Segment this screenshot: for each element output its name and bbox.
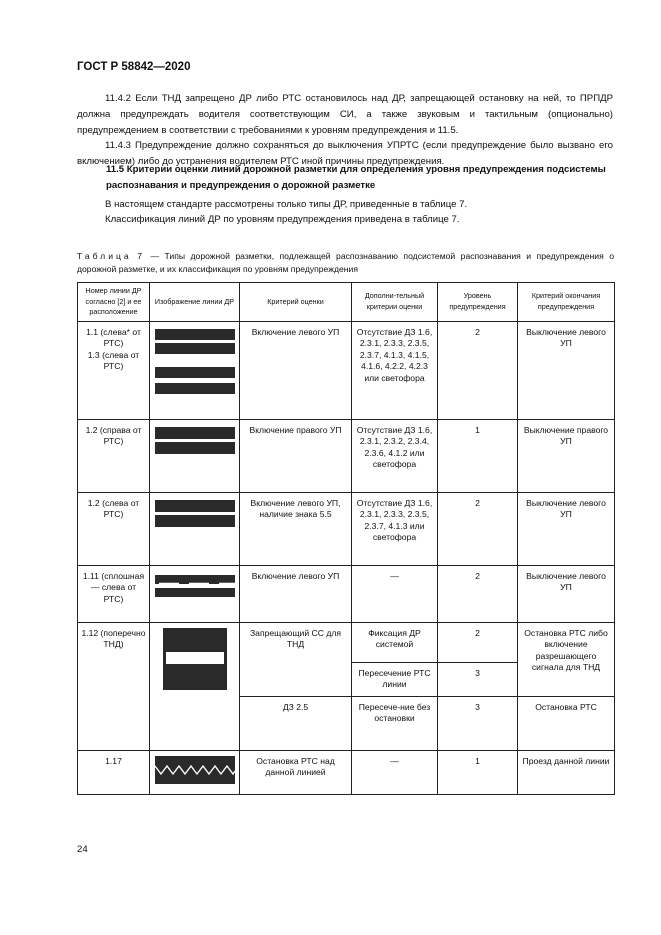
cell-end: Выключение правого УП (518, 419, 615, 492)
cell-image (150, 492, 240, 565)
cell-line: 1.17 (78, 750, 150, 794)
section-title: 11.5 Критерии оценки линий дорожной разметки для определения уровня предупреждения подсистемы распознавания и предупреждения о дорожной разметке (106, 164, 606, 191)
header-warning-level: Уровень предупреждения (438, 283, 518, 322)
header-extra-criterion: Дополни-тельный критерии оценки (352, 283, 438, 322)
marking-image-1-12 (163, 628, 227, 690)
table-row (78, 492, 615, 565)
table-row (78, 419, 615, 492)
marking-image-1-11 (155, 571, 235, 599)
paragraph-11-4-3: 11.4.3 Предупреждение должно сохраняться до выключения УПРТС (если предупреждение было вызвано его включением) либо до устранения водителем РТС иной причины предупреждения. (77, 140, 613, 167)
cell-image (150, 321, 240, 419)
cell-line: 1.11 (сплошная — слева от РТС) (78, 565, 150, 622)
road-marking-table (77, 282, 615, 795)
cell-criterion: Запрещающий СС для ТНД (240, 622, 352, 696)
header-end-criterion: Критерий окончания предупреждения (518, 283, 615, 322)
cell-extra: Отсутствие ДЗ 1.6, 2.3.1, 2.3.2, 2.3.4, 2.3.6, 4.1.2 или светофора (352, 419, 438, 492)
cell-level: 1 (438, 419, 518, 492)
marking-image-1-17 (155, 756, 235, 784)
cell-image (150, 419, 240, 492)
cell-end: Проезд данной линии (518, 750, 615, 794)
cell-extra: Отсутствие ДЗ 1.6, 2.3.1, 2.3.3, 2.3.5, 2.3.7, 4.1.3 или светофора (352, 492, 438, 565)
cell-level: 3 (438, 696, 518, 750)
cell-extra: — (352, 750, 438, 794)
table-header-row (78, 283, 615, 322)
cell-criterion: Включение левого УП (240, 565, 352, 622)
table-row (78, 565, 615, 622)
cell-line: 1.12 (поперечно ТНД) (78, 622, 150, 750)
paragraph-11-4-2: 11.4.2 Если ТНД запрещено ДР либо РТС остановилось над ДР, запрещающей остановку на ней, то ПРПДР должна предупреждать водителя соответствующим СИ, а также звуковым и тактильным (опционально) предупреждением в соответствии с требованиями к уровням предупреждения и 11.5. (77, 93, 613, 136)
table-row (78, 321, 615, 419)
table-row (78, 750, 615, 794)
cell-criterion: Включение правого УП (240, 419, 352, 492)
cell-extra: Пересечение РТС линии (352, 662, 438, 696)
cell-end: Выключение левого УП (518, 565, 615, 622)
cell-line: 1.2 (справа от РТС) (78, 419, 150, 492)
cell-criterion: ДЗ 2.5 (240, 696, 352, 750)
cell-extra: Фиксация ДР системой (352, 622, 438, 662)
cell-image (150, 565, 240, 622)
cell-image (150, 622, 240, 750)
cell-level: 1 (438, 750, 518, 794)
cell-level: 2 (438, 492, 518, 565)
cell-level: 2 (438, 321, 518, 419)
cell-criterion: Включение левого УП (240, 321, 352, 419)
marking-image-1-2-left (155, 498, 235, 530)
header-line-number: Номер линии ДР согласно [2] и ее расположение (78, 283, 150, 322)
section-paragraph-1: В настоящем стандарте рассмотрены только типы ДР, приведенные в таблице 7. (105, 199, 468, 210)
cell-end: Выключение левого УП (518, 492, 615, 565)
header-line-image: Изображение линии ДР (150, 283, 240, 322)
cell-level: 3 (438, 662, 518, 696)
section-paragraph-2: Классификация линий ДР по уровням предупреждения приведена в таблице 7. (105, 214, 460, 225)
cell-image (150, 750, 240, 794)
marking-image-1-1-1-3 (155, 327, 235, 397)
header-criterion: Критерий оценки (240, 283, 352, 322)
cell-line: 1.2 (слева от РТС) (78, 492, 150, 565)
cell-extra: Пересече-ние без остановки (352, 696, 438, 750)
cell-extra: Отсутствие ДЗ 1.6, 2.3.1, 2.3.3, 2.3.5, 2.3.7, 4.1.3, 4.1.5, 4.1.6, 4.2.2, 4.2.3 или светофора (352, 321, 438, 419)
table-caption: Таблица 7 — Типы дорожной разметки, подлежащей распознаванию подсистемой распознавания и предупреждения о дорожной разметке, и их классификация по уровням предупреждения (77, 251, 615, 274)
cell-line: 1.1 (слева* от РТС) 1.3 (слева от РТС) (78, 321, 150, 419)
cell-extra: — (352, 565, 438, 622)
table-row (78, 622, 615, 662)
cell-criterion: Остановка РТС над данной линией (240, 750, 352, 794)
cell-level: 2 (438, 622, 518, 662)
page-number: 24 (77, 844, 88, 855)
cell-end: Остановка РТС (518, 696, 615, 750)
cell-end: Выключение левого УП (518, 321, 615, 419)
marking-image-1-2-right (155, 425, 235, 457)
cell-level: 2 (438, 565, 518, 622)
document-header: ГОСТ Р 58842—2020 (77, 61, 191, 73)
cell-criterion: Включение левого УП, наличие знака 5.5 (240, 492, 352, 565)
cell-end: Остановка РТС либо включение разрешающего сигнала для ТНД (518, 622, 615, 696)
